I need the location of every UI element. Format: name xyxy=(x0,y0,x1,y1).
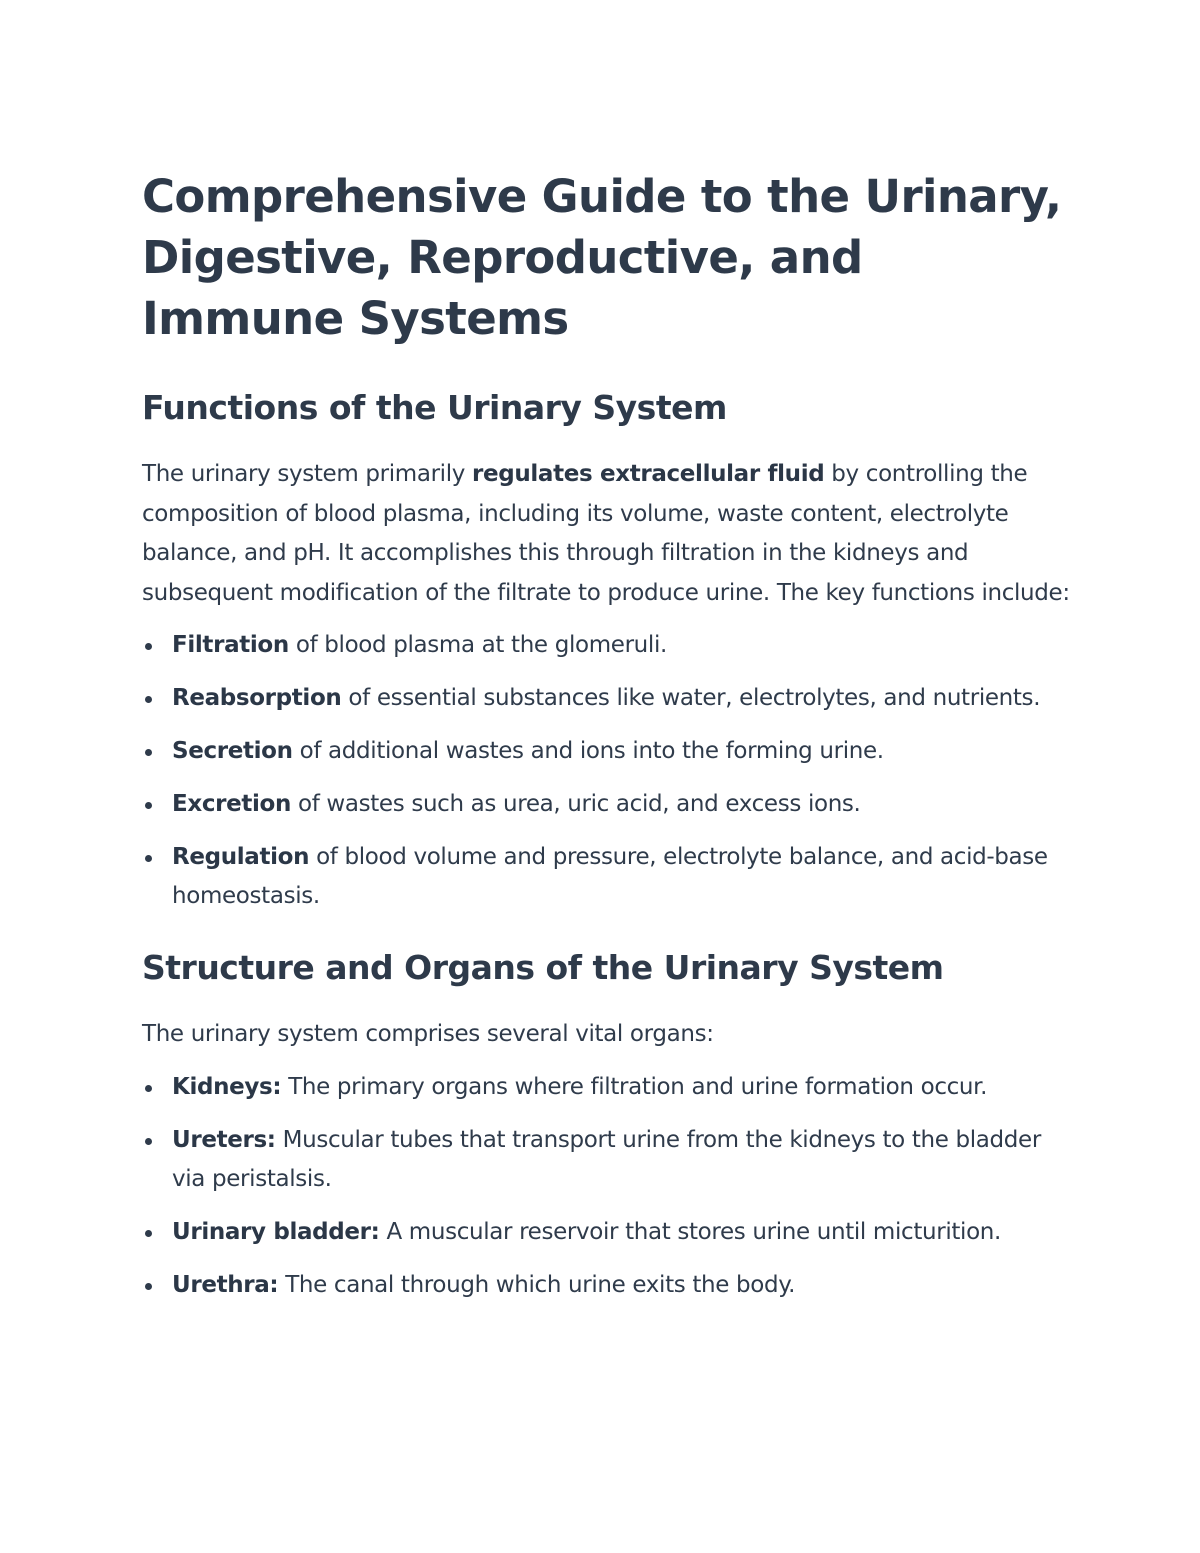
bullet-icon xyxy=(145,1085,152,1092)
list-item-text: A muscular reservoir that stores urine until micturition. xyxy=(379,1218,1001,1245)
list-item xyxy=(142,838,1077,916)
bullet-icon xyxy=(145,749,152,756)
functions-list xyxy=(142,626,1077,916)
list-item xyxy=(142,1213,1077,1252)
list-item-term: Ureters: xyxy=(172,1126,276,1153)
bullet-icon xyxy=(145,802,152,809)
list-item-text: of blood volume and pressure, electrolyte balance, and acid-base homeostasis. xyxy=(172,844,1048,909)
list-item xyxy=(142,1121,1077,1199)
bullet-icon xyxy=(145,855,152,862)
list-item xyxy=(142,679,1077,718)
section-intro-functions xyxy=(142,455,1077,613)
list-item-text: of blood plasma at the glomeruli. xyxy=(288,632,667,658)
list-item-text: of wastes such as urea, uric acid, and excess ions. xyxy=(291,791,861,817)
list-item-term: Filtration xyxy=(172,632,289,658)
list-item xyxy=(142,1068,1077,1107)
list-item-text: of essential substances like water, electrolytes, and nutrients. xyxy=(341,685,1041,711)
organs-list xyxy=(142,1068,1077,1305)
list-item-term: Urethra: xyxy=(172,1271,279,1298)
list-item-term: Regulation xyxy=(172,844,310,870)
document-page xyxy=(142,166,1077,1319)
intro-text-end: by controlling the composition of blood plasma, including its volume, waste content, electrolyte balance, and pH. It accomplishes this through filtration in the kidneys and subsequent modification of the filtrate to produce urine. The key functions include: xyxy=(142,461,1070,606)
list-item-text: The canal through which urine exits the body. xyxy=(278,1271,796,1298)
bullet-icon xyxy=(145,1283,152,1290)
bullet-icon xyxy=(145,696,152,703)
section-heading-functions: Functions of the Urinary System xyxy=(142,388,727,427)
bullet-icon xyxy=(145,1230,152,1237)
bullet-icon xyxy=(145,643,152,650)
list-item xyxy=(142,1266,1077,1305)
section-intro-structure: The urinary system comprises several vital organs: xyxy=(142,1021,714,1047)
intro-text-start: The urinary system primarily xyxy=(142,461,472,487)
list-item-term: Secretion xyxy=(172,738,293,764)
list-item xyxy=(142,732,1077,771)
list-item-text: Muscular tubes that transport urine from the kidneys to the bladder via peristalsis. xyxy=(172,1126,1041,1192)
list-item-term: Kidneys: xyxy=(172,1073,282,1100)
bullet-icon xyxy=(145,1138,152,1145)
list-item-term: Reabsorption xyxy=(172,685,342,711)
list-item xyxy=(142,626,1077,665)
list-item-term: Urinary bladder: xyxy=(172,1218,380,1245)
document-title: Comprehensive Guide to the Urinary, Digestive, Reproductive, and Immune Systems xyxy=(142,170,1062,345)
list-item-text: The primary organs where filtration and urine formation occur. xyxy=(281,1073,988,1100)
intro-bold-phrase: regulates extracellular fluid xyxy=(471,461,825,487)
section-heading-structure: Structure and Organs of the Urinary System xyxy=(142,948,944,987)
list-item-term: Excretion xyxy=(172,791,292,817)
list-item xyxy=(142,785,1077,824)
list-item-text: of additional wastes and ions into the forming urine. xyxy=(292,738,884,764)
